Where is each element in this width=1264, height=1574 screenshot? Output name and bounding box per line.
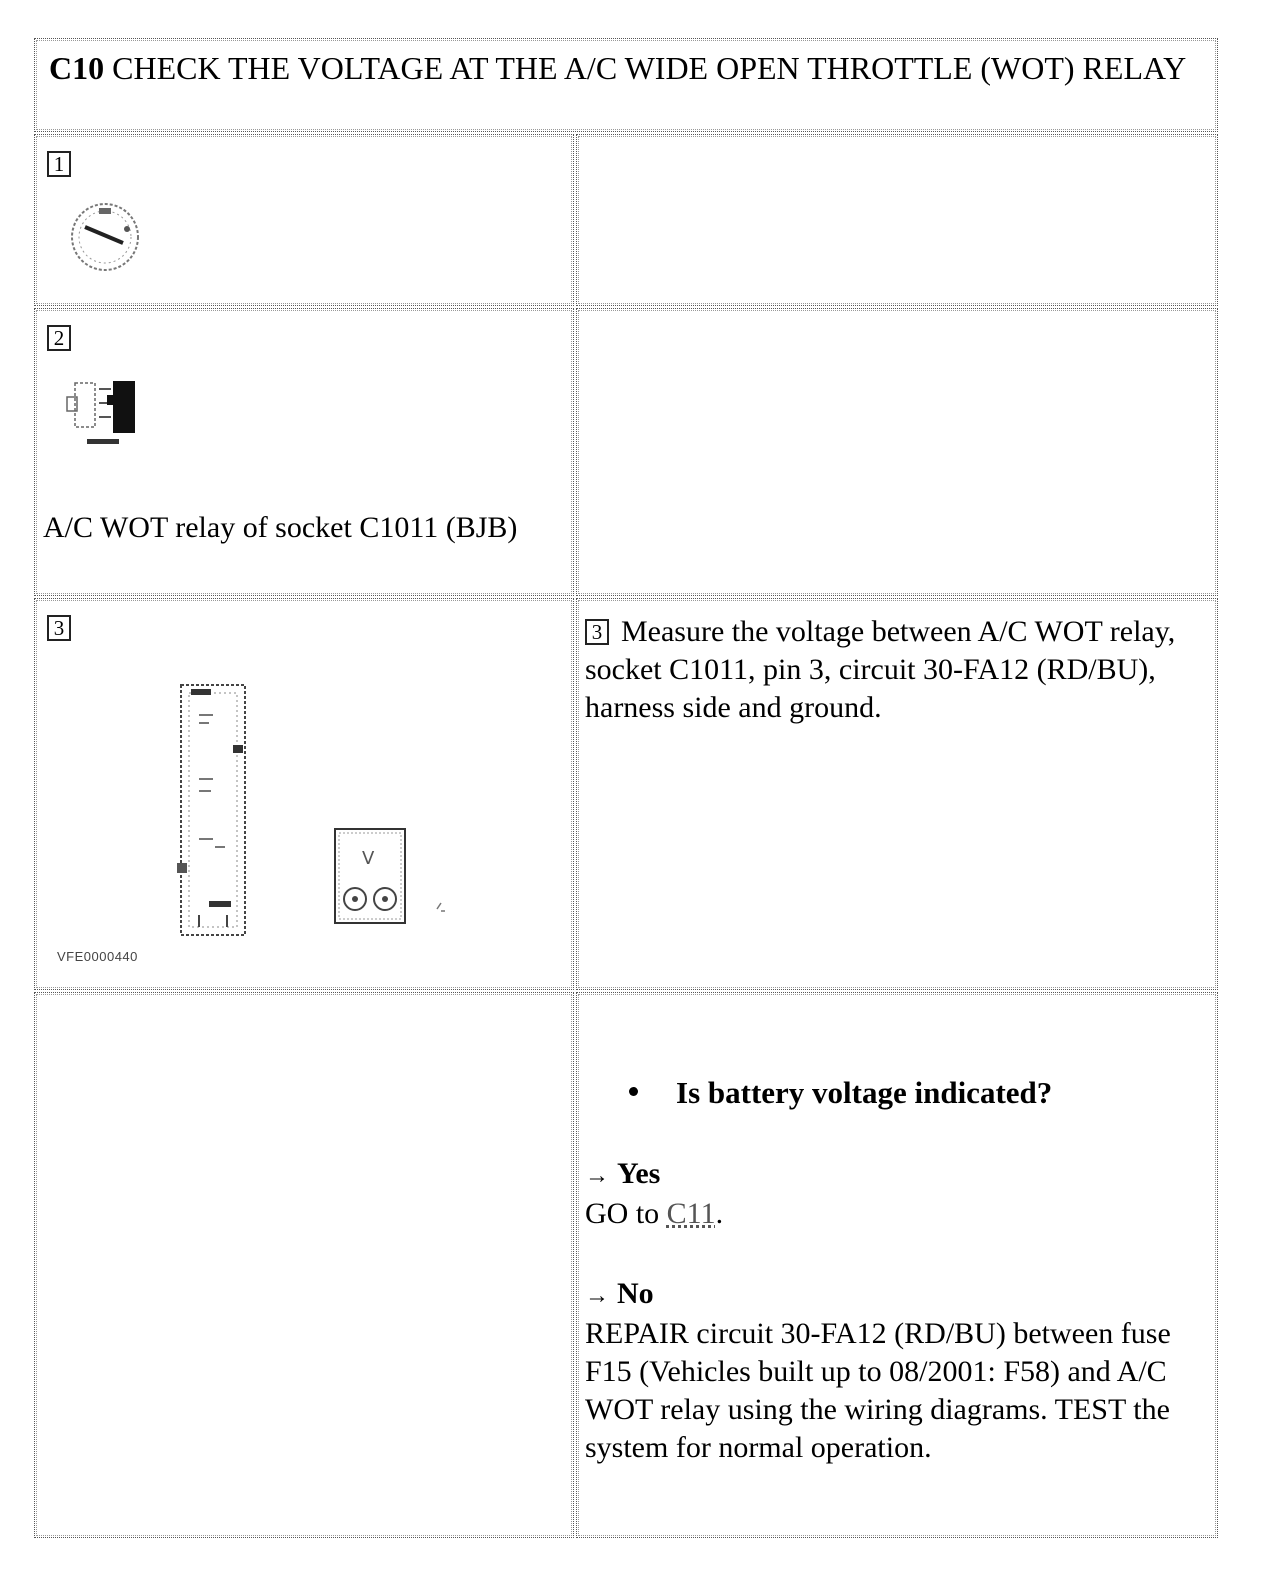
answer-no-label: No bbox=[617, 1277, 654, 1310]
step-2-number: 2 bbox=[47, 325, 71, 351]
step-3-number-inline: 3 bbox=[585, 619, 609, 645]
answer-yes-prefix: GO to bbox=[585, 1197, 667, 1230]
question-text: Is battery voltage indicated? bbox=[676, 1075, 1053, 1110]
step-code: C10 bbox=[49, 50, 105, 86]
result-cell bbox=[576, 992, 1218, 1538]
step-3-instruction bbox=[585, 613, 1207, 727]
image-code: VFE0000440 bbox=[57, 949, 138, 964]
svg-text:V: V bbox=[362, 848, 375, 869]
step-2-caption: A/C WOT relay of socket C1011 (BJB) bbox=[43, 511, 518, 544]
answer-no-heading bbox=[585, 1275, 1209, 1315]
step-2-detail-cell bbox=[576, 308, 1218, 596]
step-3-instruction-text: Measure the voltage between A/C WOT relay, socket C1011, pin 3, circuit 30-FA12 (RD/BU), harness side and ground. bbox=[585, 615, 1176, 724]
answer-yes-text bbox=[585, 1195, 723, 1233]
step-1-cell bbox=[34, 134, 574, 306]
answer-no-text: REPAIR circuit 30-FA12 (RD/BU) between fuse F15 (Vehicles built up to 08/2001: F58) and A/C WOT relay using the wiring diagrams. TEST the system for normal operation. bbox=[585, 1317, 1171, 1464]
link-c11[interactable]: C11 bbox=[666, 1197, 716, 1230]
answer-yes-suffix: . bbox=[715, 1197, 724, 1230]
step-1-number: 1 bbox=[47, 151, 71, 177]
voltmeter-diagram-icon bbox=[175, 679, 465, 949]
bullet-icon bbox=[629, 1087, 638, 1096]
step-3-detail-cell bbox=[576, 598, 1218, 990]
title-cell bbox=[34, 38, 1218, 132]
relay-disconnect-icon bbox=[63, 373, 153, 453]
ignition-switch-icon bbox=[65, 197, 145, 277]
step-1-detail-cell bbox=[576, 134, 1218, 306]
procedure-table bbox=[34, 38, 1218, 1538]
step-2-cell bbox=[34, 308, 574, 596]
result-empty-cell bbox=[34, 992, 574, 1538]
step-3-cell bbox=[34, 598, 574, 990]
page-title bbox=[49, 49, 1203, 87]
arrow-right-icon: → bbox=[585, 1163, 609, 1189]
answer-no bbox=[585, 1275, 1209, 1467]
title-text: CHECK THE VOLTAGE AT THE A/C WIDE OPEN THROTTLE (WOT) RELAY bbox=[112, 50, 1187, 86]
answer-yes-label: Yes bbox=[617, 1157, 661, 1190]
answer-yes-heading bbox=[585, 1155, 723, 1195]
step-3-number: 3 bbox=[47, 615, 71, 641]
answer-yes bbox=[585, 1155, 723, 1233]
arrow-right-icon: → bbox=[585, 1283, 609, 1309]
question-item bbox=[629, 1075, 1052, 1111]
